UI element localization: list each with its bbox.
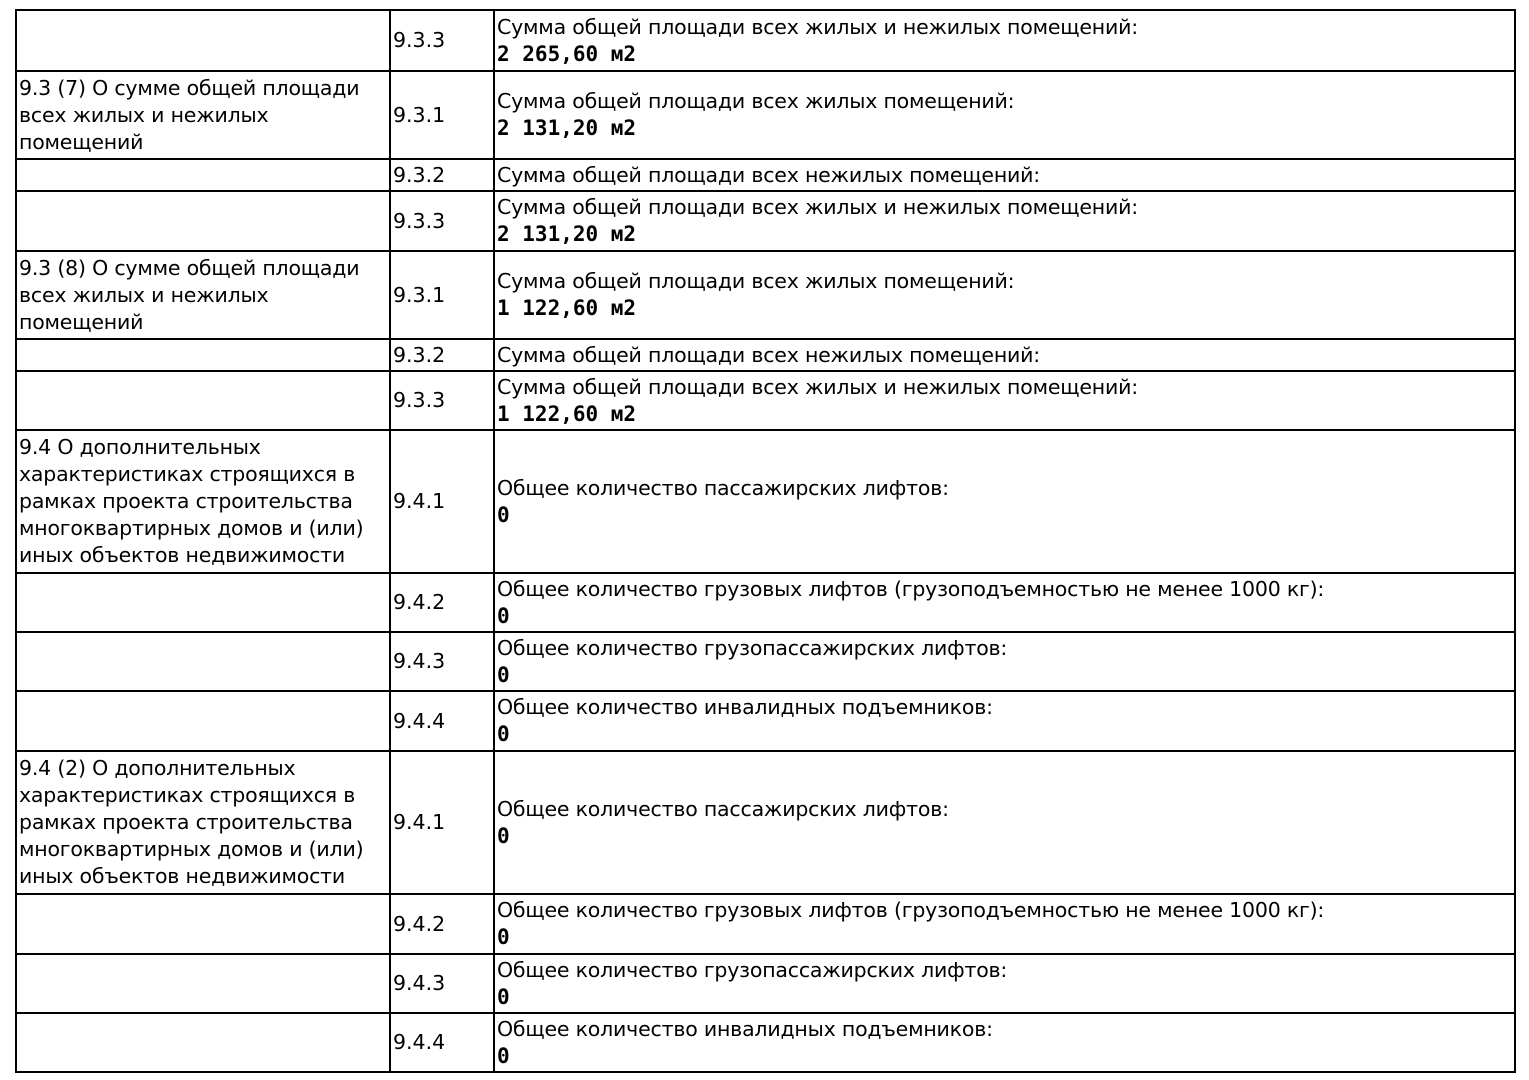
section-cell <box>16 954 390 1013</box>
content-cell <box>494 371 1515 430</box>
section-cell <box>16 573 390 632</box>
item-number: 9.3.3 <box>393 208 446 233</box>
section-cell <box>16 191 390 251</box>
item-value: 0 <box>497 722 510 746</box>
content-cell <box>494 71 1515 159</box>
section-cell <box>16 894 390 954</box>
content-cell <box>494 632 1515 691</box>
table-row <box>16 71 1515 159</box>
item-value: 2 265,60 м2 <box>497 41 637 66</box>
item-label: Общее количество грузовых лифтов (грузоподъемностью не менее 1000 кг): <box>497 576 1325 601</box>
item-number: 9.4.1 <box>393 489 446 513</box>
table-row <box>16 430 1515 573</box>
number-cell <box>390 573 494 632</box>
item-label: Сумма общей площади всех нежилых помещений: <box>497 162 1040 187</box>
item-number: 9.3.3 <box>393 388 446 412</box>
section-cell <box>16 632 390 691</box>
item-number: 9.3.2 <box>393 162 446 187</box>
content-cell <box>494 251 1515 339</box>
section-cell <box>16 371 390 430</box>
number-cell <box>390 10 494 71</box>
item-value: 0 <box>497 925 510 949</box>
number-cell <box>390 632 494 691</box>
declaration-table <box>15 9 1516 1073</box>
item-number: 9.3.1 <box>393 102 446 127</box>
section-cell <box>16 751 390 894</box>
section-title: 9.3 (7) О сумме общей площади всех жилых и нежилых помещений <box>19 75 360 154</box>
content-cell <box>494 751 1515 894</box>
table-row <box>16 251 1515 339</box>
content-cell <box>494 10 1515 71</box>
content-cell <box>494 954 1515 1013</box>
item-number: 9.3.1 <box>393 282 446 307</box>
table-row <box>16 371 1515 430</box>
content-cell <box>494 691 1515 751</box>
item-label: Общее количество грузовых лифтов (грузоподъемностью не менее 1000 кг): <box>497 898 1325 922</box>
section-title: 9.4 О дополнительных характеристиках строящихся в рамках проекта строительства многоквартирных домов и (или) иных объектов недвижимости <box>19 435 364 567</box>
item-number: 9.4.4 <box>393 1030 446 1054</box>
item-value: 0 <box>497 1043 510 1068</box>
section-cell <box>16 159 390 191</box>
section-cell <box>16 430 390 573</box>
table-row <box>16 691 1515 751</box>
item-value: 0 <box>497 823 510 848</box>
number-cell <box>390 251 494 339</box>
table-row <box>16 632 1515 691</box>
section-cell <box>16 1013 390 1072</box>
item-number: 9.4.2 <box>393 911 446 936</box>
item-label: Общее количество инвалидных подъемников: <box>497 1016 993 1041</box>
table-row <box>16 1013 1515 1072</box>
item-value: 2 131,20 м2 <box>497 222 637 246</box>
item-value: 0 <box>497 603 510 628</box>
item-number: 9.4.3 <box>393 971 446 995</box>
content-cell <box>494 339 1515 371</box>
item-label: Общее количество пассажирских лифтов: <box>497 475 949 500</box>
section-title: 9.3 (8) О сумме общей площади всех жилых и нежилых помещений <box>19 255 360 334</box>
number-cell <box>390 339 494 371</box>
item-value: 0 <box>497 502 510 527</box>
content-cell <box>494 430 1515 573</box>
item-number: 9.4.4 <box>393 708 446 733</box>
number-cell <box>390 691 494 751</box>
item-label: Общее количество грузопассажирских лифтов: <box>497 635 1008 660</box>
number-cell <box>390 751 494 894</box>
item-value: 0 <box>497 984 510 1009</box>
number-cell <box>390 191 494 251</box>
item-label: Сумма общей площади всех нежилых помещений: <box>497 342 1040 367</box>
item-value: 0 <box>497 662 510 687</box>
item-label: Сумма общей площади всех жилых и нежилых помещений: <box>497 14 1138 39</box>
item-label: Сумма общей площади всех жилых помещений: <box>497 89 1015 113</box>
section-cell <box>16 71 390 159</box>
content-cell <box>494 1013 1515 1072</box>
section-cell <box>16 10 390 71</box>
table-row <box>16 339 1515 371</box>
number-cell <box>390 954 494 1013</box>
number-cell <box>390 894 494 954</box>
item-number: 9.4.1 <box>393 810 446 834</box>
section-title: 9.4 (2) О дополнительных характеристиках строящихся в рамках проекта строительства многоквартирных домов и (или) иных объектов недвижимости <box>19 756 364 888</box>
table-row <box>16 159 1515 191</box>
content-cell <box>494 894 1515 954</box>
item-number: 9.3.2 <box>393 342 446 367</box>
number-cell <box>390 159 494 191</box>
content-cell <box>494 191 1515 251</box>
number-cell <box>390 71 494 159</box>
item-value: 2 131,20 м2 <box>497 116 637 140</box>
table-row <box>16 191 1515 251</box>
table-row <box>16 573 1515 632</box>
section-cell <box>16 251 390 339</box>
item-label: Общее количество грузопассажирских лифтов: <box>497 957 1008 982</box>
item-label: Сумма общей площади всех жилых и нежилых помещений: <box>497 374 1138 399</box>
table-row <box>16 954 1515 1013</box>
table-row <box>16 751 1515 894</box>
item-value: 1 122,60 м2 <box>497 401 637 426</box>
section-cell <box>16 691 390 751</box>
item-value: 1 122,60 м2 <box>497 296 637 320</box>
item-label: Сумма общей площади всех жилых помещений: <box>497 269 1015 293</box>
item-label: Сумма общей площади всех жилых и нежилых помещений: <box>497 195 1138 219</box>
content-cell <box>494 573 1515 632</box>
item-label: Общее количество пассажирских лифтов: <box>497 796 949 821</box>
table-row <box>16 894 1515 954</box>
number-cell <box>390 430 494 573</box>
number-cell <box>390 1013 494 1072</box>
item-number: 9.3.3 <box>393 28 446 52</box>
table-row <box>16 10 1515 71</box>
item-number: 9.4.3 <box>393 649 446 673</box>
item-number: 9.4.2 <box>393 590 446 614</box>
content-cell <box>494 159 1515 191</box>
section-cell <box>16 339 390 371</box>
number-cell <box>390 371 494 430</box>
item-label: Общее количество инвалидных подъемников: <box>497 695 993 719</box>
